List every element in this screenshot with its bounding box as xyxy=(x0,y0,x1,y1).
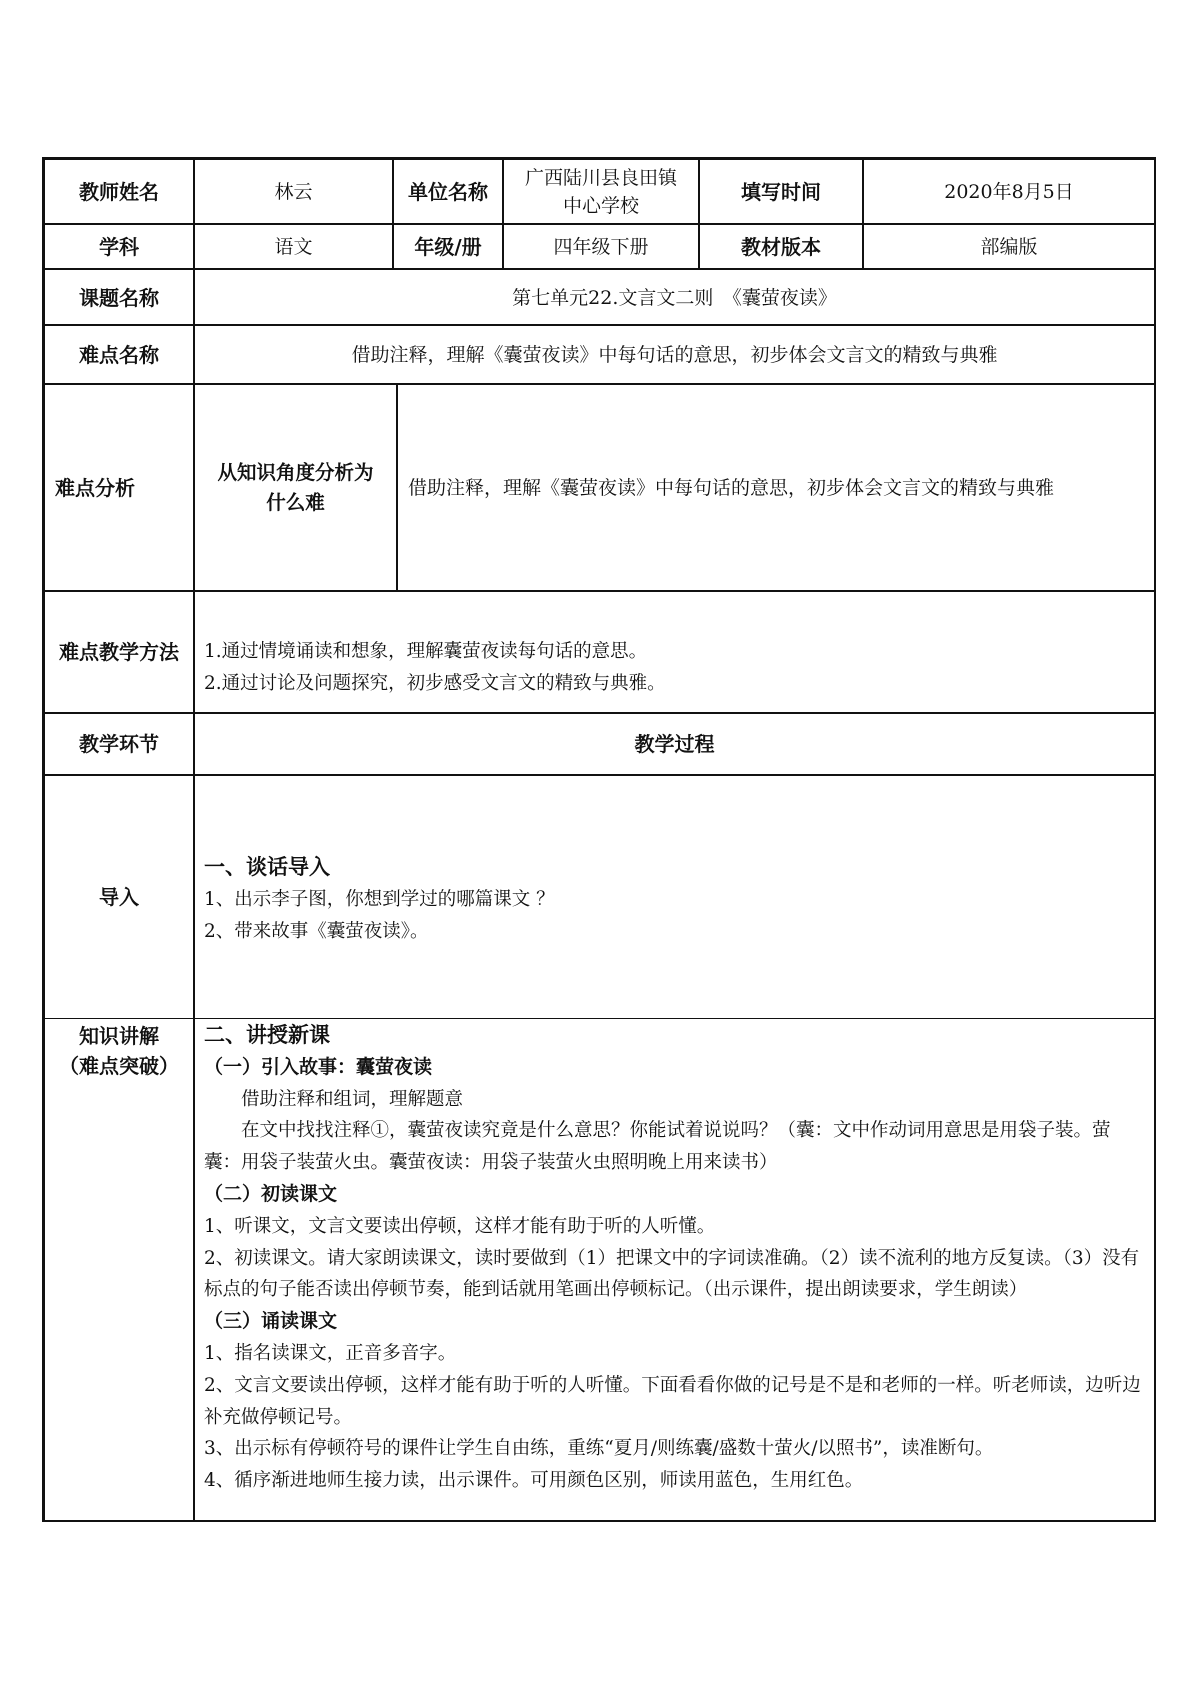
teacher-name-label: 教师姓名 xyxy=(79,180,159,204)
lesson-paragraph: 1、听课文，文言文要读出停顿，这样才能有助于听的人听懂。 xyxy=(204,1215,716,1237)
fill-date-label: 填写时间 xyxy=(741,180,821,204)
topic-value: 第七单元22.文言文二则 《囊萤夜读》 xyxy=(512,286,837,309)
unit-name-label: 单位名称 xyxy=(408,180,488,204)
process-stage-label: 教学环节 xyxy=(79,732,159,756)
lesson-subheading-1: （一）引入故事：囊萤夜读 xyxy=(204,1055,433,1078)
intro-content xyxy=(204,852,1149,947)
grade-value: 四年级下册 xyxy=(553,236,649,258)
intro-label: 导入 xyxy=(99,885,139,909)
lesson-subheading-3: （三）诵读课文 xyxy=(204,1310,338,1333)
intro-heading: 一、谈话导入 xyxy=(204,855,330,879)
lesson-paragraph: 2、文言文要读出停顿，这样才能有助于听的人听懂。下面看看你做的记号是不是和老师的一样。听老师读，边听边补充做停顿记号。 xyxy=(204,1374,1141,1428)
analysis-sub-label xyxy=(195,385,396,590)
edition-label: 教材版本 xyxy=(741,235,821,259)
lesson-paragraph: 借助注释和组词，理解题意 xyxy=(241,1088,464,1110)
method-item: 2.通过讨论及问题探究，初步感受文言文的精致与典雅。 xyxy=(204,672,666,694)
lesson-content xyxy=(204,1020,1146,1497)
lesson-subheading-2: （二）初读课文 xyxy=(204,1182,338,1205)
intro-item: 1、出示李子图，你想到学过的哪篇课文 ？ xyxy=(204,888,555,910)
analysis-sub-label-line-1: 从知识角度分析为 xyxy=(217,460,374,484)
row-divider-7 xyxy=(42,774,1156,776)
intro-item: 2、带来故事《囊萤夜读》。 xyxy=(204,920,429,942)
grade-label: 年级/册 xyxy=(414,235,482,259)
lesson-paragraph: 1、指名读课文，正音多音字。 xyxy=(204,1342,457,1364)
teacher-name-value: 林云 xyxy=(274,181,313,203)
method-label: 难点教学方法 xyxy=(59,640,179,664)
subject-value: 语文 xyxy=(274,236,313,258)
lesson-paragraph: 2、初读课文。请大家朗读课文，读时要做到（1）把课文中的字词读准确。（2）读不流利的地方反复读。（3）没有标点的句子能否读出停顿节奏，能到话就用笔画出停顿标记。（出示课件，提出朗读要求，学生朗读） xyxy=(204,1247,1140,1301)
subject-label: 学科 xyxy=(99,235,139,259)
analysis-label: 难点分析 xyxy=(55,475,135,500)
fill-date-value: 2020年8月5日 xyxy=(944,181,1074,203)
lesson-heading: 二、讲授新课 xyxy=(204,1023,330,1047)
lesson-paragraph: 4、循序渐进地师生接力读，出示课件。可用颜色区别，师读用蓝色，生用红色。 xyxy=(204,1470,864,1492)
table-border-right xyxy=(1154,158,1156,1522)
lesson-paragraph: 3、出示标有停顿符号的课件让学生自由练，重练“夏月/则练囊/盛数十萤火/以照书”，读准断句。 xyxy=(204,1438,994,1460)
difficulty-value: 借助注释，理解《囊萤夜读》中每句话的意思，初步体会文言文的精致与典雅 xyxy=(351,343,998,366)
topic-label: 课题名称 xyxy=(79,285,159,310)
unit-name-line-2: 中心学校 xyxy=(562,195,639,217)
analysis-sub-label-line-2: 什么难 xyxy=(266,490,325,514)
unit-name-line-1: 广西陆川县良田镇 xyxy=(524,167,677,189)
lesson-label-line-2: （难点突破） xyxy=(59,1054,179,1078)
row-divider-8 xyxy=(42,1018,1156,1019)
process-header-value: 教学过程 xyxy=(634,732,715,756)
table-border-bottom xyxy=(42,1520,1156,1522)
edition-value: 部编版 xyxy=(980,236,1038,258)
lesson-label-line-1: 知识讲解 xyxy=(79,1024,159,1048)
lesson-paragraph: 在文中找找注释①，囊萤夜读究竟是什么意思？你能试着说说吗？（囊：文中作动词用意思是用袋子装。萤囊：用袋子装萤火虫。囊萤夜读：用袋子装萤火虫照明晚上用来读书） xyxy=(204,1120,1111,1174)
difficulty-label: 难点名称 xyxy=(79,342,159,367)
analysis-value: 借助注释，理解《囊萤夜读》中每句话的意思，初步体会文言文的精致与典雅 xyxy=(408,476,1055,499)
lesson-label xyxy=(45,1022,193,1080)
row-divider-5 xyxy=(42,590,1156,592)
unit-name-value xyxy=(504,160,698,224)
method-item: 1.通过情境诵读和想象，理解囊萤夜读每句话的意思。 xyxy=(204,641,648,662)
method-list xyxy=(204,636,1149,700)
